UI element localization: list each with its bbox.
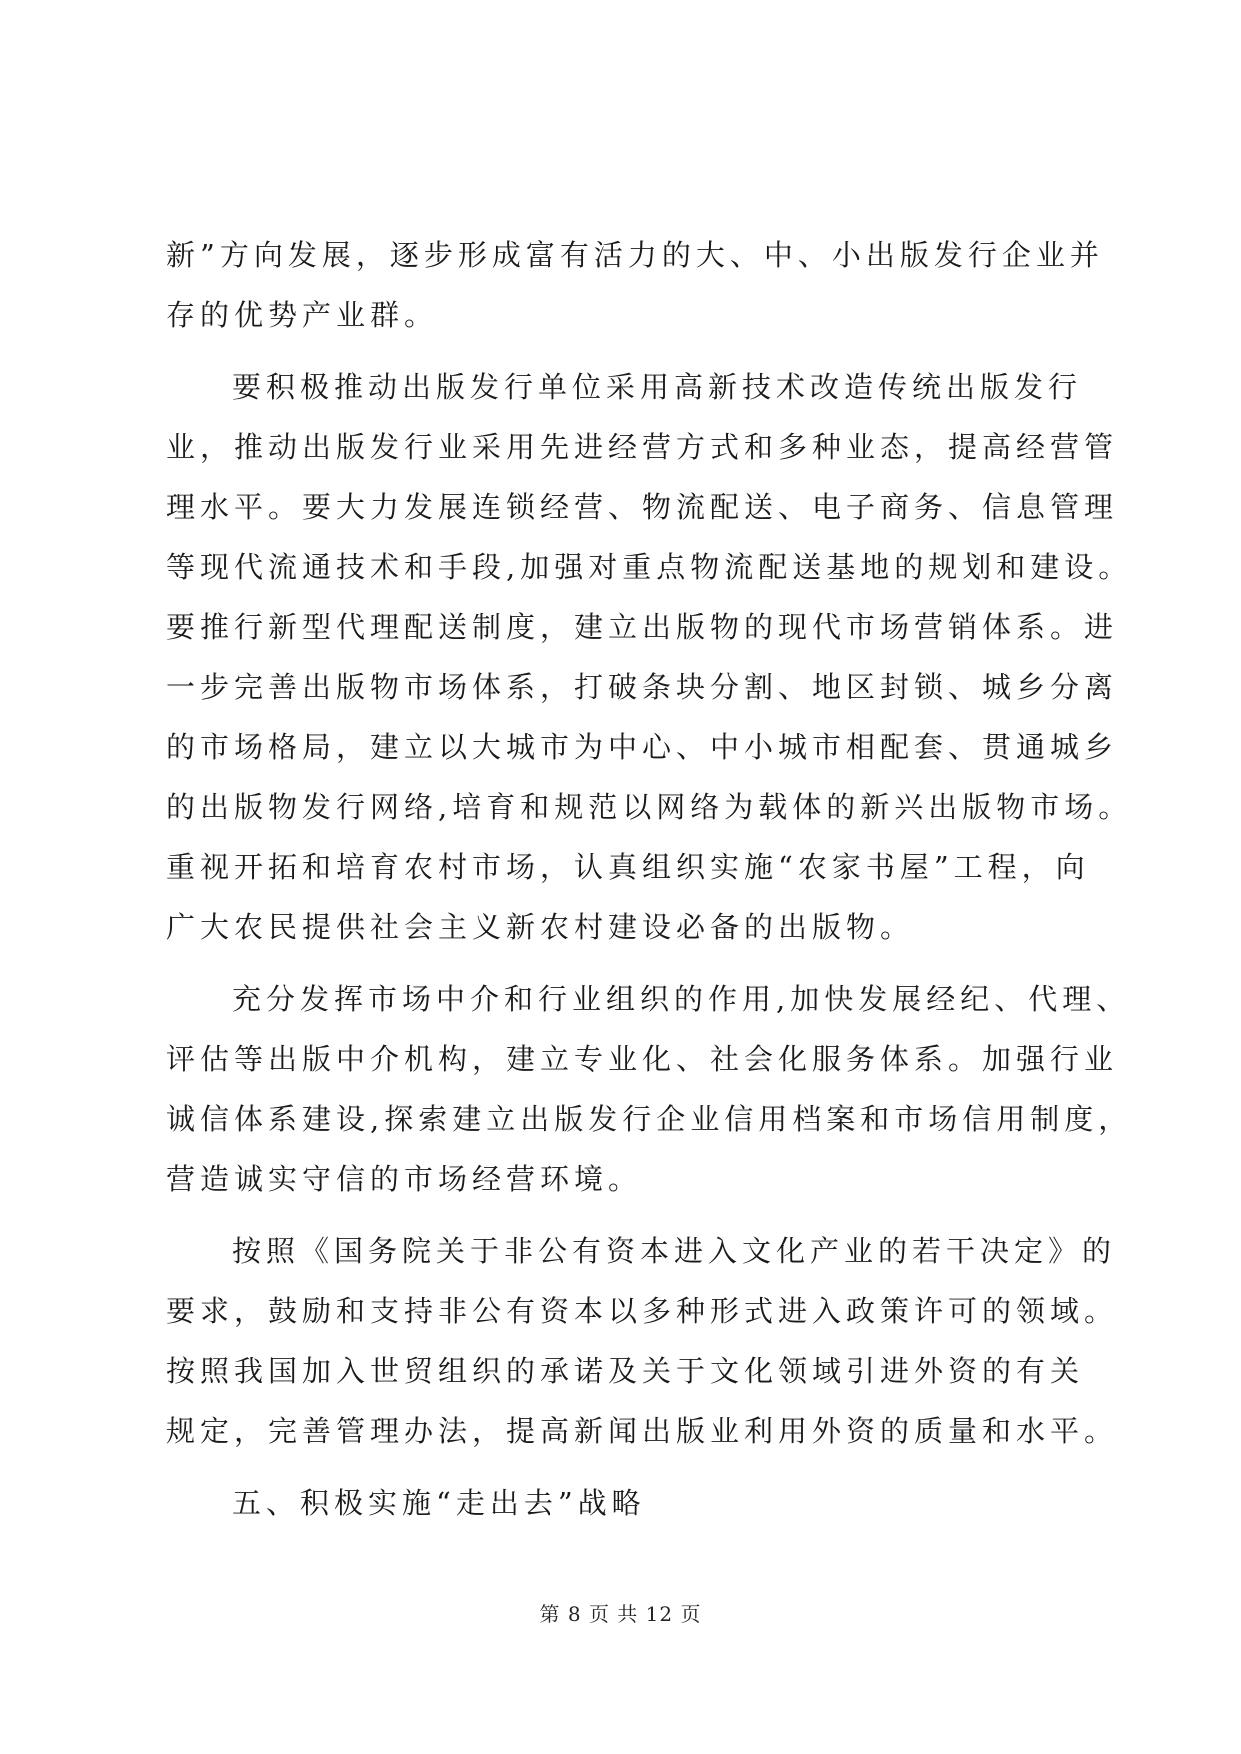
text-line: 要推行新型代理配送制度，建立出版物的现代市场营销体系。进 — [166, 610, 1119, 644]
text-line: 等现代流通技术和手段,加强对重点物流配送基地的规划和建设。 — [166, 550, 1133, 584]
text-line: 要求，鼓励和支持非公有资本以多种形式进入政策许可的领域。 — [166, 1294, 1119, 1328]
text-line: 按照《国务院关于非公有资本进入文化产业的若干决定》的 — [232, 1234, 1117, 1268]
text-line: 营造诚实守信的市场经营环境。 — [166, 1162, 643, 1196]
text-line: 规定，完善管理办法，提高新闻出版业利用外资的质量和水平。 — [166, 1414, 1119, 1448]
paragraph-3 — [166, 969, 1133, 1209]
text-line: 评估等出版中介机构，建立专业化、社会化服务体系。加强行业 — [166, 1042, 1119, 1076]
text-line: 存的优势产业群。 — [166, 298, 439, 332]
text-line: 按照我国加入世贸组织的承诺及关于文化领域引进外资的有关 — [166, 1354, 1085, 1388]
text-line: 的市场格局，建立以大城市为中心、中小城市相配套、贯通城乡 — [166, 730, 1119, 764]
body-text — [166, 225, 1133, 1533]
text-line: 的出版物发行网络,培育和规范以网络为载体的新兴出版物市场。 — [166, 790, 1133, 824]
text-line: 要积极推动出版发行单位采用高新技术改造传统出版发行 — [232, 370, 1083, 404]
section-heading — [166, 1473, 1081, 1533]
text-line: 重视开拓和培育农村市场，认真组织实施“农家书屋”工程，向 — [166, 850, 1090, 884]
heading-line: 五、积极实施“走出去”战略 — [232, 1486, 646, 1520]
text-line: 广大农民提供社会主义新农村建设必备的出版物。 — [166, 910, 915, 944]
text-line: 一步完善出版物市场体系，打破条块分割、地区封锁、城乡分离 — [166, 670, 1119, 704]
paragraph-1 — [166, 225, 1104, 345]
text-line: 业，推动出版发行业采用先进经营方式和多种业态，提高经营管 — [166, 430, 1119, 464]
paragraph-2 — [166, 357, 1133, 957]
page-footer: 第 8 页 共 12 页 — [539, 1602, 702, 1626]
text-line: 诚信体系建设,探索建立出版发行企业信用档案和市场信用制度， — [166, 1102, 1133, 1136]
text-line: 理水平。要大力发展连锁经营、物流配送、电子商务、信息管理 — [166, 490, 1119, 524]
text-line: 新”方向发展，逐步形成富有活力的大、中、小出版发行企业并 — [166, 238, 1104, 272]
text-line: 充分发挥市场中介和行业组织的作用,加快发展经纪、代理、 — [232, 982, 1131, 1016]
paragraph-4 — [166, 1221, 1119, 1461]
